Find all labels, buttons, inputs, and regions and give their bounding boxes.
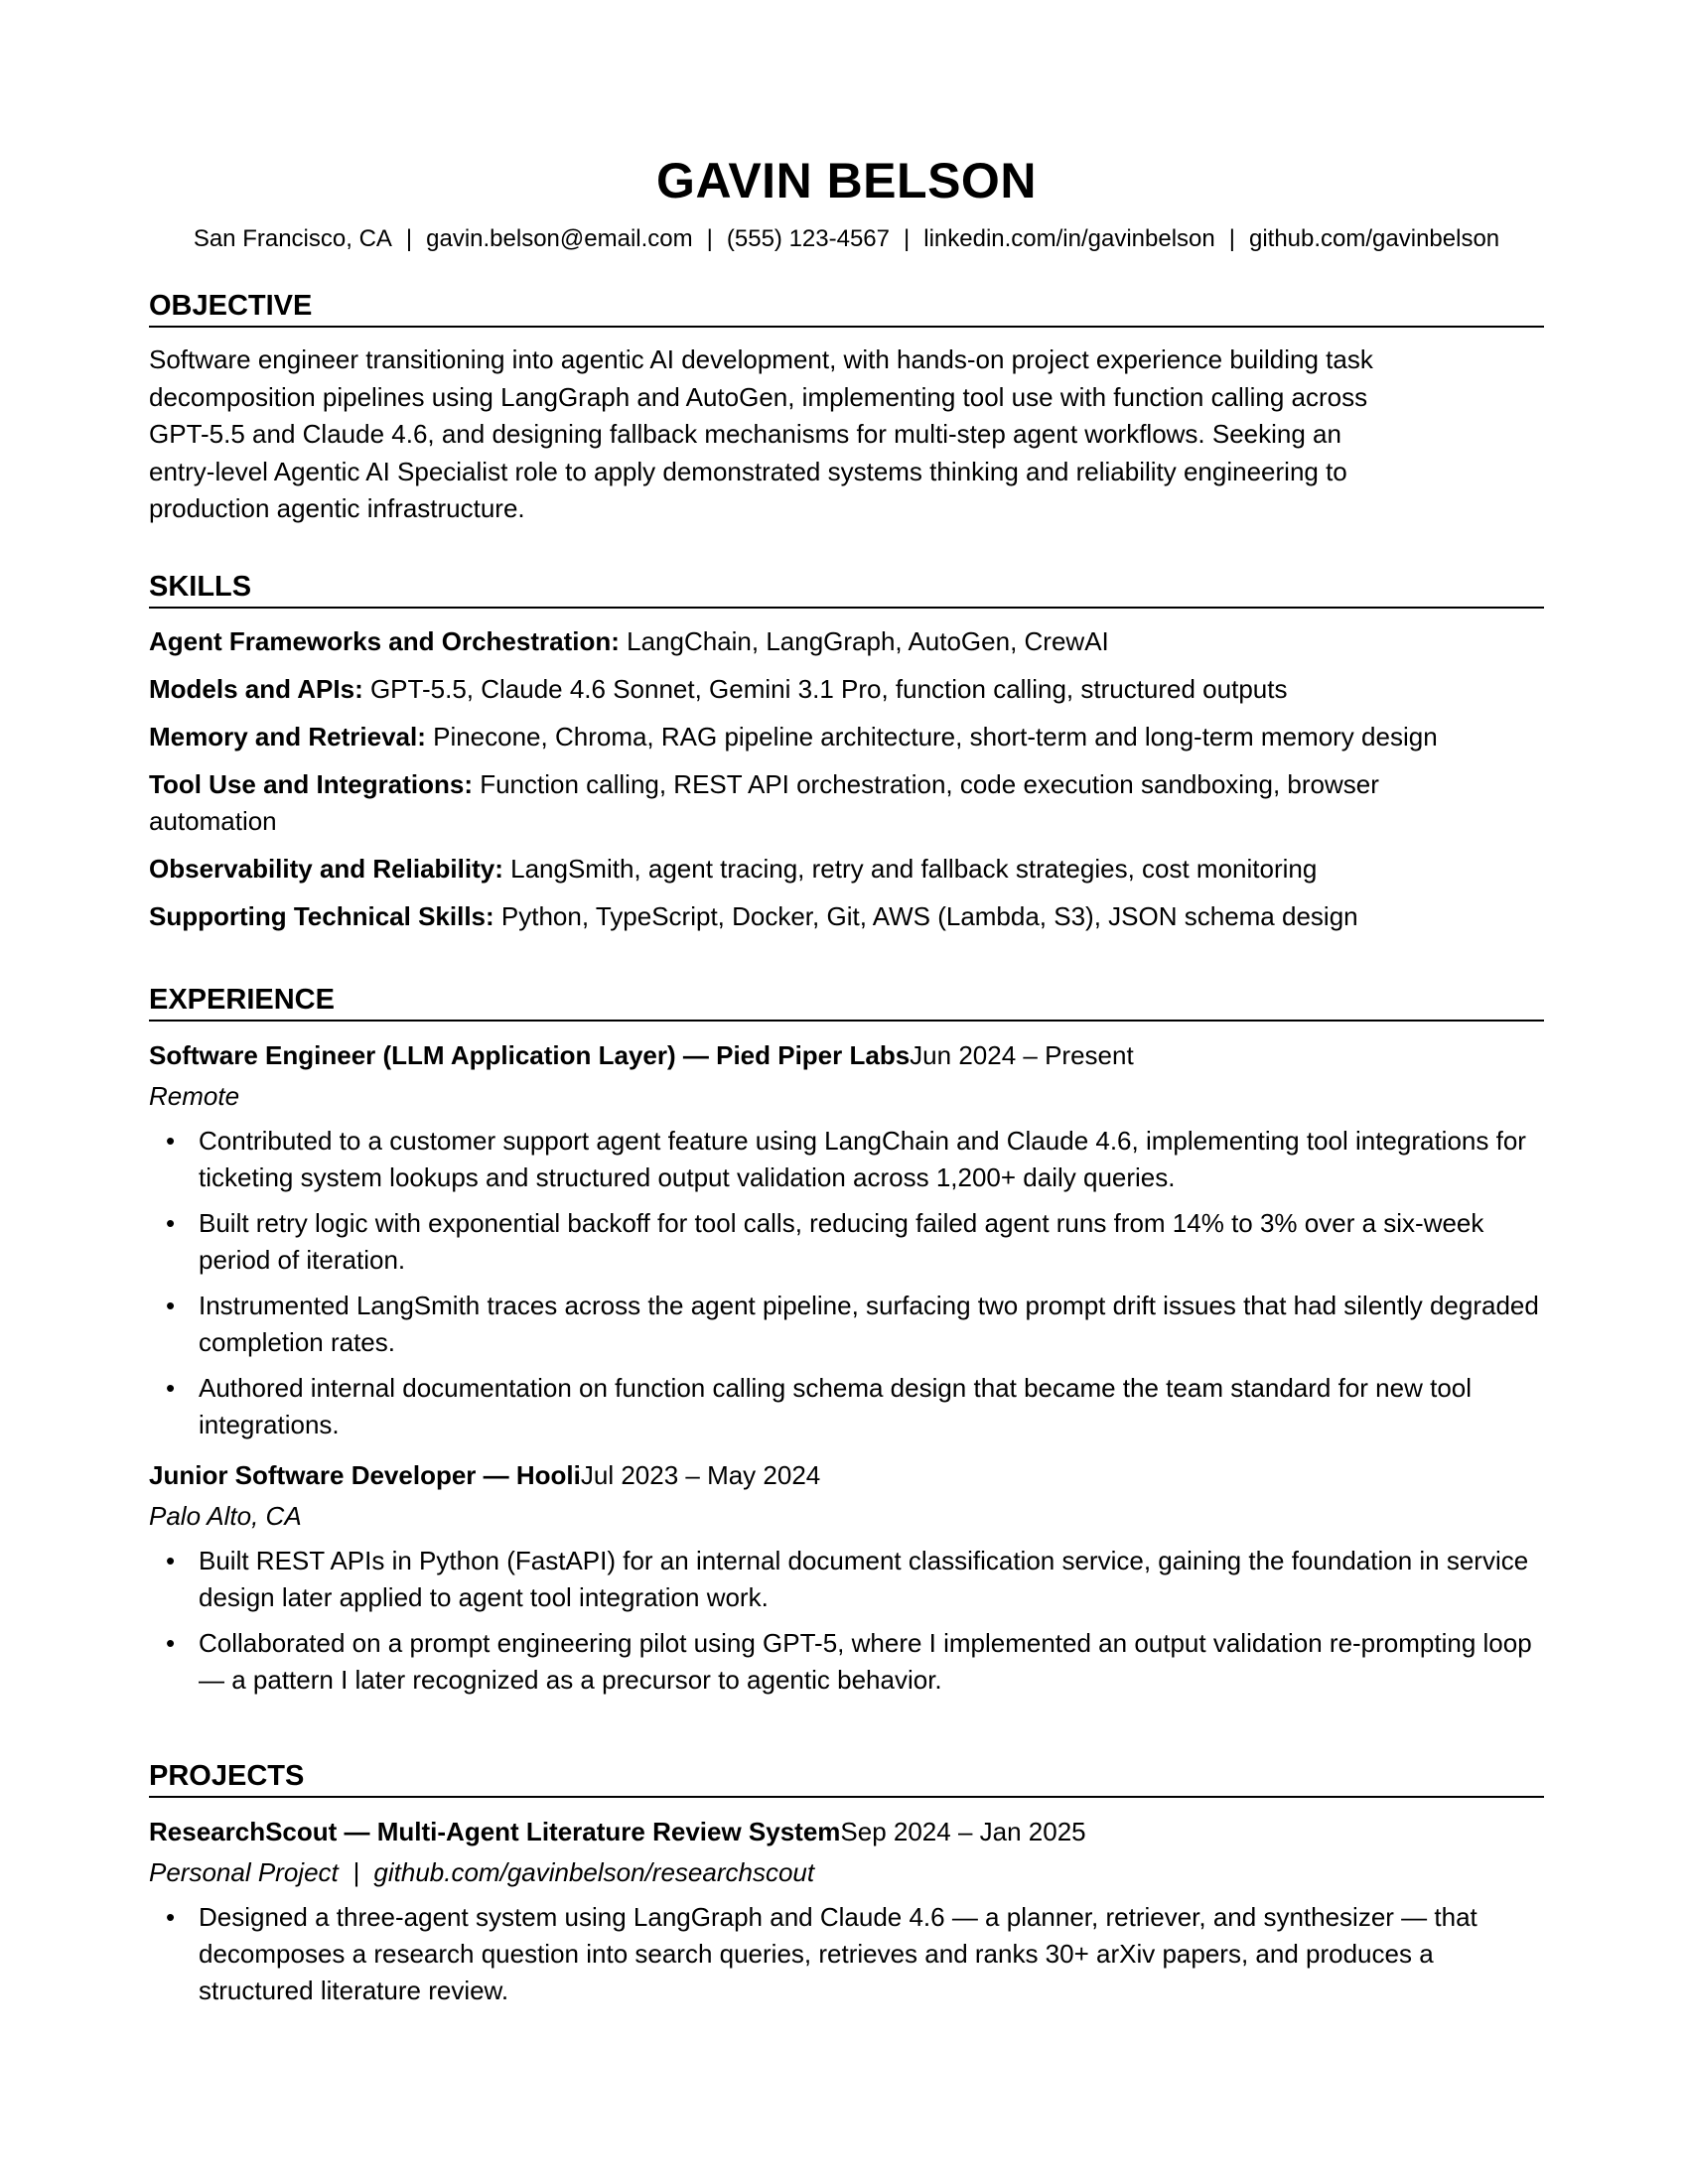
objective-section xyxy=(149,288,1544,528)
job-heading xyxy=(149,1457,1544,1494)
candidate-name: GAVIN BELSON xyxy=(656,153,1037,208)
contact-line xyxy=(149,224,1544,254)
contact-separator: | xyxy=(904,225,911,252)
job-role: Junior Software Developer — Hooli xyxy=(149,1460,581,1490)
skill-row xyxy=(149,719,1544,755)
project-entries xyxy=(149,1814,1544,2009)
job-dates: Jun 2024 – Present xyxy=(910,1040,1134,1070)
skill-values: GPT-5.5, Claude 4.6 Sonnet, Gemini 3.1 Pro, function calling, structured outputs xyxy=(362,674,1288,704)
job-entry xyxy=(149,1457,1544,1699)
contact-email: gavin.belson@email.com xyxy=(426,225,693,252)
job-dates: Jul 2023 – May 2024 xyxy=(580,1460,821,1490)
job-location: Palo Alto, CA xyxy=(149,1501,302,1531)
skill-values: Function calling, REST API orchestration, code execution sandboxing, browser automation xyxy=(149,769,1379,836)
project-dates: Sep 2024 – Jan 2025 xyxy=(840,1817,1086,1846)
experience-section xyxy=(149,982,1544,1699)
skill-category: Supporting Technical Skills: xyxy=(149,901,494,931)
job-bullet: • Built retry logic with exponential backoff for tool calls, reducing failed agent runs from 14% to 3% over a six-week period of iteration. xyxy=(149,1205,1544,1279)
skill-values: Pinecone, Chroma, RAG pipeline architecture, short-term and long-term memory design xyxy=(425,722,1438,751)
contact-separator: | xyxy=(1228,225,1235,252)
skill-values: LangSmith, agent tracing, retry and fallback strategies, cost monitoring xyxy=(502,854,1318,884)
project-bullet: • Designed a three-agent system using LangGraph and Claude 4.6 — a planner, retriever, and synthesizer — that decomposes a research question into search queries, retrieves and ranks 30+ arXiv papers, and produces a structured literature review. xyxy=(149,1899,1544,2009)
objective-text xyxy=(149,341,1544,528)
skill-row xyxy=(149,671,1544,708)
experience-entries xyxy=(149,1037,1544,1699)
job-bullet: • Authored internal documentation on function calling schema design that became the team standard for new tool integrations. xyxy=(149,1370,1544,1443)
objective-line: GPT-5.5 and Claude 4.6, and designing fallback mechanisms for multi-step agent workflows. Seeking an xyxy=(149,419,1341,449)
skill-row xyxy=(149,623,1544,660)
contact-separator: | xyxy=(405,225,413,252)
job-role: Software Engineer (LLM Application Layer) — Pied Piper Labs xyxy=(149,1040,911,1070)
project-entry xyxy=(149,1814,1544,2009)
skills-section xyxy=(149,569,1544,935)
projects-section xyxy=(149,1758,1544,2009)
job-bullets xyxy=(149,1543,1544,1699)
skill-category: Observability and Reliability: xyxy=(149,854,503,884)
job-bullet: • Built REST APIs in Python (FastAPI) for an internal document classification service, gaining the foundation in service design later applied to agent tool integration work. xyxy=(149,1543,1544,1616)
project-heading xyxy=(149,1814,1544,1850)
job-bullet: • Contributed to a customer support agent feature using LangChain and Claude 4.6, implementing tool integrations for ticketing system lookups and structured output validation across 1,200+ daily queries. xyxy=(149,1123,1544,1196)
contact-separator: | xyxy=(706,225,713,252)
skill-row xyxy=(149,766,1499,840)
skill-category: Tool Use and Integrations: xyxy=(149,769,473,799)
project-bullets xyxy=(149,1899,1544,2009)
objective-line: Software engineer transitioning into agentic AI development, with hands-on project experience building task xyxy=(149,344,1373,374)
skill-category: Agent Frameworks and Orchestration: xyxy=(149,626,620,656)
job-bullet: • Collaborated on a prompt engineering pilot using GPT-5, where I implemented an output validation re-prompting loop — a pattern I later recognized as a precursor to agentic behavior. xyxy=(149,1625,1544,1699)
contact-phone: (555) 123-4567 xyxy=(726,225,890,252)
section-title-skills: SKILLS xyxy=(149,569,1544,609)
skills-list xyxy=(149,623,1544,935)
job-heading xyxy=(149,1037,1544,1074)
section-title-projects: PROJECTS xyxy=(149,1758,1544,1798)
section-title-experience: EXPERIENCE xyxy=(149,982,1544,1022)
contact-github: github.com/gavinbelson xyxy=(1248,225,1500,252)
objective-line: production agentic infrastructure. xyxy=(149,493,525,523)
skill-category: Memory and Retrieval: xyxy=(149,722,426,751)
contact-location: San Francisco, CA xyxy=(193,225,392,252)
job-bullets xyxy=(149,1123,1544,1443)
skill-values: LangChain, LangGraph, AutoGen, CrewAI xyxy=(619,626,1109,656)
section-title-objective: OBJECTIVE xyxy=(149,288,1544,328)
contact-linkedin: linkedin.com/in/gavinbelson xyxy=(923,225,1215,252)
objective-line: decomposition pipelines using LangGraph and AutoGen, implementing tool use with function calling across xyxy=(149,381,1368,412)
job-location: Remote xyxy=(149,1081,240,1111)
skill-row xyxy=(149,851,1544,887)
skill-category: Models and APIs: xyxy=(149,674,363,704)
job-bullet: • Instrumented LangSmith traces across the agent pipeline, surfacing two prompt drift issues that had silently degraded completion rates. xyxy=(149,1288,1544,1361)
skill-values: Python, TypeScript, Docker, Git, AWS (Lambda, S3), JSON schema design xyxy=(493,901,1358,931)
job-entry xyxy=(149,1037,1544,1443)
skill-row xyxy=(149,898,1544,935)
project-name: ResearchScout — Multi-Agent Literature Review System xyxy=(149,1817,841,1846)
project-subtitle: Personal Project | github.com/gavinbelson/researchscout xyxy=(149,1857,815,1887)
objective-line: entry-level Agentic AI Specialist role to apply demonstrated systems thinking and reliability engineering to xyxy=(149,456,1347,486)
